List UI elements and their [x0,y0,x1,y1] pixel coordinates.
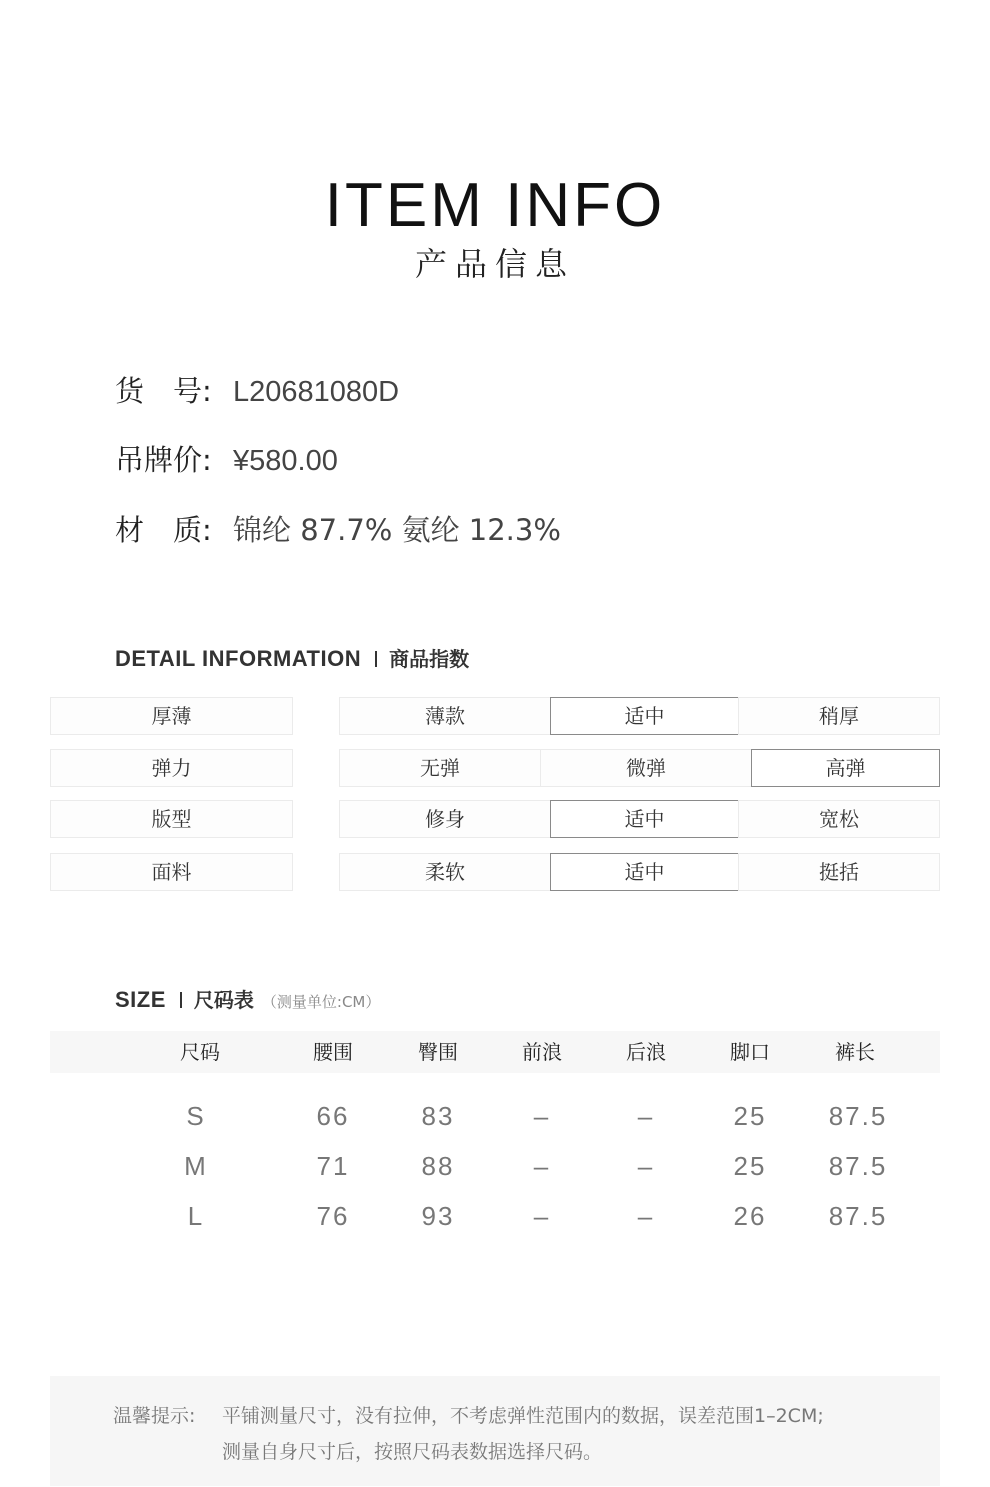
detail-option-cell: 微弹 [540,749,752,787]
detail-option-cell: 宽松 [738,800,940,838]
size-header-cell: 裤长 [835,1040,875,1064]
info-value: ¥580.00 [233,445,338,477]
tip-box [50,1376,940,1486]
size-cell: M [184,1151,208,1181]
detail-option-cell-selected: 高弹 [751,749,940,787]
size-cell: 83 [421,1101,455,1131]
detail-option-cell-selected: 适中 [550,697,739,735]
size-header-cell: 臀围 [418,1040,458,1064]
info-value: L20681080D [233,376,400,408]
size-cell: 76 [316,1201,350,1231]
detail-option-cell: 挺括 [738,853,940,891]
size-header-cell: 尺码 [180,1040,220,1064]
heading-divider [180,992,182,1008]
info-label: 材 质: [115,513,212,547]
size-cell: 26 [733,1201,767,1231]
size-unit-note: （测量单位:CM） [261,993,381,1011]
detail-option-cell: 薄款 [339,697,551,735]
size-section-heading [115,985,380,1017]
detail-label-cell: 面料 [50,853,293,891]
info-row-material [115,510,561,550]
tip-text-line: 测量自身尺寸后，按照尺码表数据选择尺码。 [222,1441,603,1463]
page-subtitle: 产品信息 [414,245,575,283]
size-cell: – [637,1151,655,1181]
info-row-item-number [115,371,399,412]
size-cell: 87.5 [828,1101,888,1131]
detail-option-cell: 无弹 [339,749,541,787]
detail-label-cell: 厚薄 [50,697,293,735]
detail-heading-cn: 商品指数 [389,647,470,671]
heading-divider [375,651,377,667]
size-cell: 25 [733,1151,767,1181]
size-cell: – [533,1201,551,1231]
detail-heading-en: DETAIL INFORMATION [115,646,362,671]
info-value: 锦纶 87.7% 氨纶 12.3% [233,513,561,547]
size-heading-cn: 尺码表 [193,988,254,1012]
size-header-cell: 前浪 [522,1040,562,1064]
detail-option-cell-selected: 适中 [550,800,739,838]
page-title: ITEM INFO [324,171,666,240]
detail-option-cell-selected: 适中 [550,853,739,891]
size-header-cell: 腰围 [313,1040,353,1064]
size-cell: 93 [421,1201,455,1231]
size-cell: 66 [316,1101,350,1131]
detail-option-cell: 修身 [339,800,551,838]
detail-label-cell: 弹力 [50,749,293,787]
detail-section-heading [115,644,469,676]
size-cell: 88 [421,1151,455,1181]
size-header-cell: 脚口 [730,1040,770,1064]
size-cell: – [533,1101,551,1131]
size-cell: 87.5 [828,1151,888,1181]
size-cell: – [533,1151,551,1181]
tip-text-line: 平铺测量尺寸，没有拉伸，不考虑弹性范围内的数据，误差范围1–2CM; [222,1405,824,1427]
info-label: 吊牌价: [115,443,212,477]
size-cell: 25 [733,1101,767,1131]
tip-label: 温馨提示: [113,1405,196,1427]
size-cell: 71 [316,1151,350,1181]
size-header-cell: 后浪 [626,1040,666,1064]
detail-option-cell: 柔软 [339,853,551,891]
detail-label-cell: 版型 [50,800,293,838]
size-cell: – [637,1101,655,1131]
size-cell: 87.5 [828,1201,888,1231]
info-label: 货 号: [115,374,212,408]
detail-option-cell: 稍厚 [738,697,940,735]
info-row-tag-price [115,440,338,481]
size-cell: – [637,1201,655,1231]
size-heading-en: SIZE [115,987,166,1012]
size-cell: L [187,1201,205,1231]
size-cell: S [186,1101,206,1131]
